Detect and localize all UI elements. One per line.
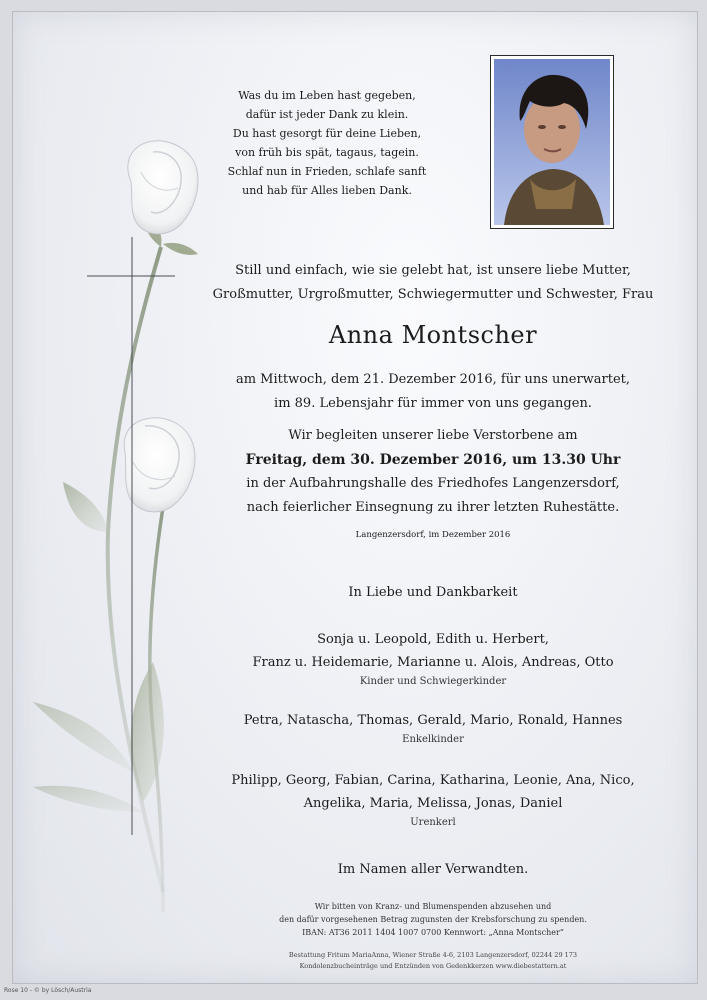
grandchildren-line: Petra, Natascha, Thomas, Gerald, Mario, Ronald, Hannes: [243, 713, 623, 728]
funeral-intro: Wir begleiten unserer liebe Verstorbene am: [288, 428, 578, 443]
death-line: im 89. Lebensjahr für immer von uns gegangen.: [274, 396, 592, 411]
poem-line: Was du im Leben hast gegeben,: [238, 89, 416, 102]
funeral-details: [173, 424, 693, 520]
donation-line: den dafür vorgesehenen Betrag zugunsten der Krebsforschung zu spenden.: [279, 915, 587, 924]
copyright-footer: Rose 10 - © by Lösch/Austria: [4, 987, 92, 994]
poem-line: Schlaf nun in Frieden, schlafe sanft: [227, 165, 427, 178]
love-line: In Liebe und Dankbarkeit: [348, 585, 518, 600]
funeral-place: in der Aufbahrungshalle des Friedhofes Langenzersdorf,: [246, 476, 620, 491]
obituary-card: [12, 11, 698, 984]
portrait-photo: [490, 55, 614, 229]
greatgrandchildren-group: [173, 769, 693, 831]
announcement-intro: [173, 259, 693, 307]
donation-iban: IBAN: AT36 2011 1404 1007 0700 Kennwort: „Anna Montscher“: [302, 928, 564, 937]
undertaker-info: [173, 950, 693, 972]
poem: [217, 86, 437, 200]
undertaker-line: Kondolenzbucheinträge und Entzünden von Gedenkkerzen www.diebestattern.at: [299, 962, 567, 970]
children-line: Franz u. Heidemarie, Marianne u. Alois, Andreas, Otto: [252, 655, 614, 670]
place-date: Langenzersdorf, im Dezember 2016: [355, 530, 511, 540]
greatgrandchildren-role: Urenkerl: [410, 817, 456, 828]
greatgrandchildren-line: Angelika, Maria, Melissa, Jonas, Daniel: [303, 796, 563, 811]
poem-line: von früh bis spät, tagaus, tagein.: [235, 146, 419, 159]
intro-line: Still und einfach, wie sie gelebt hat, ist unsere liebe Mutter,: [235, 263, 631, 278]
grandchildren-group: [173, 709, 693, 748]
children-group: [173, 628, 693, 690]
donation-notice: [173, 900, 693, 939]
children-line: Sonja u. Leopold, Edith u. Herbert,: [317, 632, 549, 647]
relatives-line: Im Namen aller Verwandten.: [337, 862, 529, 877]
death-line: am Mittwoch, dem 21. Dezember 2016, für uns unerwartet,: [235, 372, 631, 387]
funeral-rest: nach feierlicher Einsegnung zu ihrer letzten Ruhestätte.: [246, 500, 620, 515]
deceased-name: Anna Montscher: [328, 321, 538, 349]
grandchildren-role: Enkelkinder: [402, 734, 464, 745]
death-notice: [173, 368, 693, 416]
intro-line: Großmutter, Urgroßmutter, Schwiegermutter und Schwester, Frau: [212, 287, 654, 302]
undertaker-line: Bestattung Fritum MariaAnna, Wiener Straße 4-6, 2103 Langenzersdorf, 02244 29 173: [288, 951, 578, 959]
greatgrandchildren-line: Philipp, Georg, Fabian, Carina, Katharina, Leonie, Ana, Nico,: [231, 773, 635, 788]
poem-line: Du hast gesorgt für deine Lieben,: [232, 127, 422, 140]
poem-line: dafür ist jeder Dank zu klein.: [245, 108, 409, 121]
donation-line: Wir bitten von Kranz- und Blumenspenden abzusehen und: [314, 902, 552, 911]
funeral-date: Freitag, dem 30. Dezember 2016, um 13.30 Uhr: [245, 452, 621, 468]
portrait-image: [494, 59, 610, 225]
poem-line: und hab für Alles lieben Dank.: [242, 184, 412, 197]
children-role: Kinder und Schwiegerkinder: [359, 676, 507, 687]
